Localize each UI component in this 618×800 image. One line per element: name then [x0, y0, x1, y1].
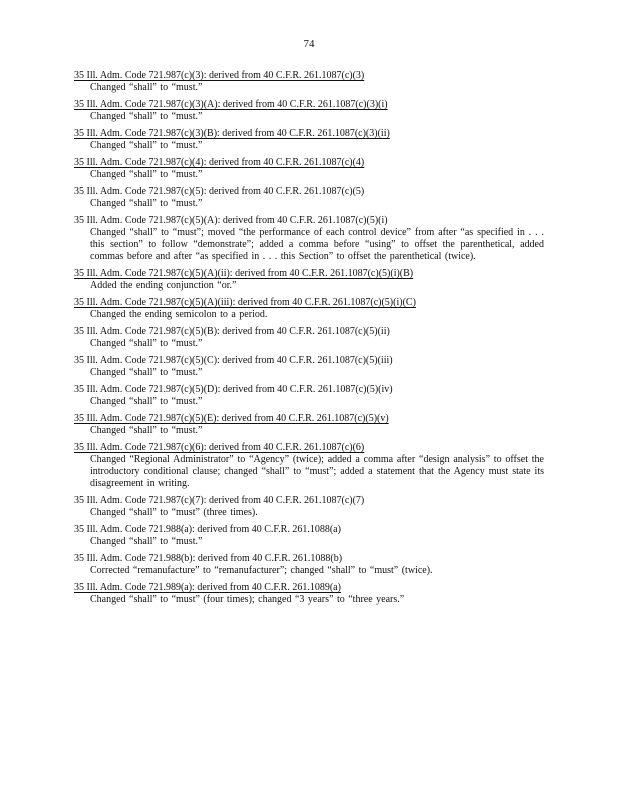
- list-item: [74, 326, 544, 350]
- entry-note: Changed the ending semicolon to a period.: [90, 309, 268, 320]
- list-item: [74, 128, 544, 152]
- entry-note: Changed “shall” to “must” (four times); changed “3 years” to “three years.”: [90, 594, 405, 605]
- entry-heading: 35 Ill. Adm. Code 721.987(c)(3): derived from 40 C.F.R. 261.1087(c)(3): [74, 70, 365, 81]
- list-item: [74, 215, 544, 263]
- entry-note: Changed “shall” to “must.”: [90, 367, 203, 378]
- list-item: [74, 442, 544, 490]
- list-item: [74, 157, 544, 181]
- entry-heading: 35 Ill. Adm. Code 721.987(c)(6): derived from 40 C.F.R. 261.1087(c)(6): [74, 442, 365, 453]
- entry-heading: 35 Ill. Adm. Code 721.988(b): derived from 40 C.F.R. 261.1088(b): [74, 553, 343, 564]
- entry-note: Corrected “remanufacture” to “remanufacturer”; changed “shall” to “must” (twice).: [90, 565, 433, 576]
- entry-heading: 35 Ill. Adm. Code 721.987(c)(5)(E): derived from 40 C.F.R. 261.1087(c)(5)(v): [74, 413, 389, 424]
- entry-note: Changed “shall” to “must.”: [90, 169, 203, 180]
- entry-note: Changed “shall” to “must.”: [90, 82, 203, 93]
- list-item: [74, 186, 544, 210]
- entry-heading: 35 Ill. Adm. Code 721.987(c)(4): derived from 40 C.F.R. 261.1087(c)(4): [74, 157, 365, 168]
- entry-heading: 35 Ill. Adm. Code 721.987(c)(3)(A): derived from 40 C.F.R. 261.1087(c)(3)(i): [74, 99, 388, 110]
- list-item: [74, 524, 544, 548]
- entry-heading: 35 Ill. Adm. Code 721.989(a): derived from 40 C.F.R. 261.1089(a): [74, 582, 341, 593]
- list-item: [74, 413, 544, 437]
- entry-note: Changed “shall” to “must”; moved “the performance of each control device” from after “as specified in . . . this section” to follow “demonstrate”; added a comma before “using” to offset the parenthetical, added commas before and after “as specified in . . . this Section” to offset the parenthetical (twice).: [90, 227, 544, 262]
- page-number: 74: [303, 38, 315, 50]
- entry-note: Changed “Regional Administrator” to “Agency” (twice); added a comma after “design analysis” to offset the introductory conditional clause; changed “shall” to “must”; added a statement that the Agency must state its disagreement in writing.: [90, 454, 544, 489]
- entry-note: Changed “shall” to “must.”: [90, 338, 203, 349]
- entry-note: Added the ending conjunction “or.”: [90, 280, 237, 291]
- entry-heading: 35 Ill. Adm. Code 721.987(c)(5)(A): derived from 40 C.F.R. 261.1087(c)(5)(i): [74, 215, 388, 226]
- entry-note: Changed “shall” to “must.”: [90, 536, 203, 547]
- entry-note: Changed “shall” to “must.”: [90, 396, 203, 407]
- entry-heading: 35 Ill. Adm. Code 721.987(c)(5)(A)(ii): derived from 40 C.F.R. 261.1087(c)(5)(i)(B): [74, 268, 414, 279]
- entry-note: Changed “shall” to “must” (three times).: [90, 507, 258, 518]
- entry-note: Changed “shall” to “must.”: [90, 425, 203, 436]
- entry-heading: 35 Ill. Adm. Code 721.987(c)(5)(D): derived from 40 C.F.R. 261.1087(c)(5)(iv): [74, 384, 393, 395]
- entry-heading: 35 Ill. Adm. Code 721.987(c)(7): derived from 40 C.F.R. 261.1087(c)(7): [74, 495, 365, 506]
- list-item: [74, 99, 544, 123]
- list-item: [74, 268, 544, 292]
- list-item: [74, 384, 544, 408]
- list-item: [74, 553, 544, 577]
- list-item: [74, 297, 544, 321]
- entry-heading: 35 Ill. Adm. Code 721.987(c)(5): derived from 40 C.F.R. 261.1087(c)(5): [74, 186, 365, 197]
- entry-heading: 35 Ill. Adm. Code 721.988(a): derived from 40 C.F.R. 261.1088(a): [74, 524, 341, 535]
- list-item: [74, 495, 544, 519]
- entry-note: Changed “shall” to “must.”: [90, 140, 203, 151]
- entries-list: [74, 70, 544, 611]
- list-item: [74, 70, 544, 94]
- entry-heading: 35 Ill. Adm. Code 721.987(c)(5)(A)(iii): derived from 40 C.F.R. 261.1087(c)(5)(i)(C): [74, 297, 416, 308]
- entry-note: Changed “shall” to “must.”: [90, 111, 203, 122]
- entry-heading: 35 Ill. Adm. Code 721.987(c)(5)(C): derived from 40 C.F.R. 261.1087(c)(5)(iii): [74, 355, 393, 366]
- entry-heading: 35 Ill. Adm. Code 721.987(c)(3)(B): derived from 40 C.F.R. 261.1087(c)(3)(ii): [74, 128, 390, 139]
- list-item: [74, 355, 544, 379]
- entry-heading: 35 Ill. Adm. Code 721.987(c)(5)(B): derived from 40 C.F.R. 261.1087(c)(5)(ii): [74, 326, 390, 337]
- entry-note: Changed “shall” to “must.”: [90, 198, 203, 209]
- list-item: [74, 582, 544, 606]
